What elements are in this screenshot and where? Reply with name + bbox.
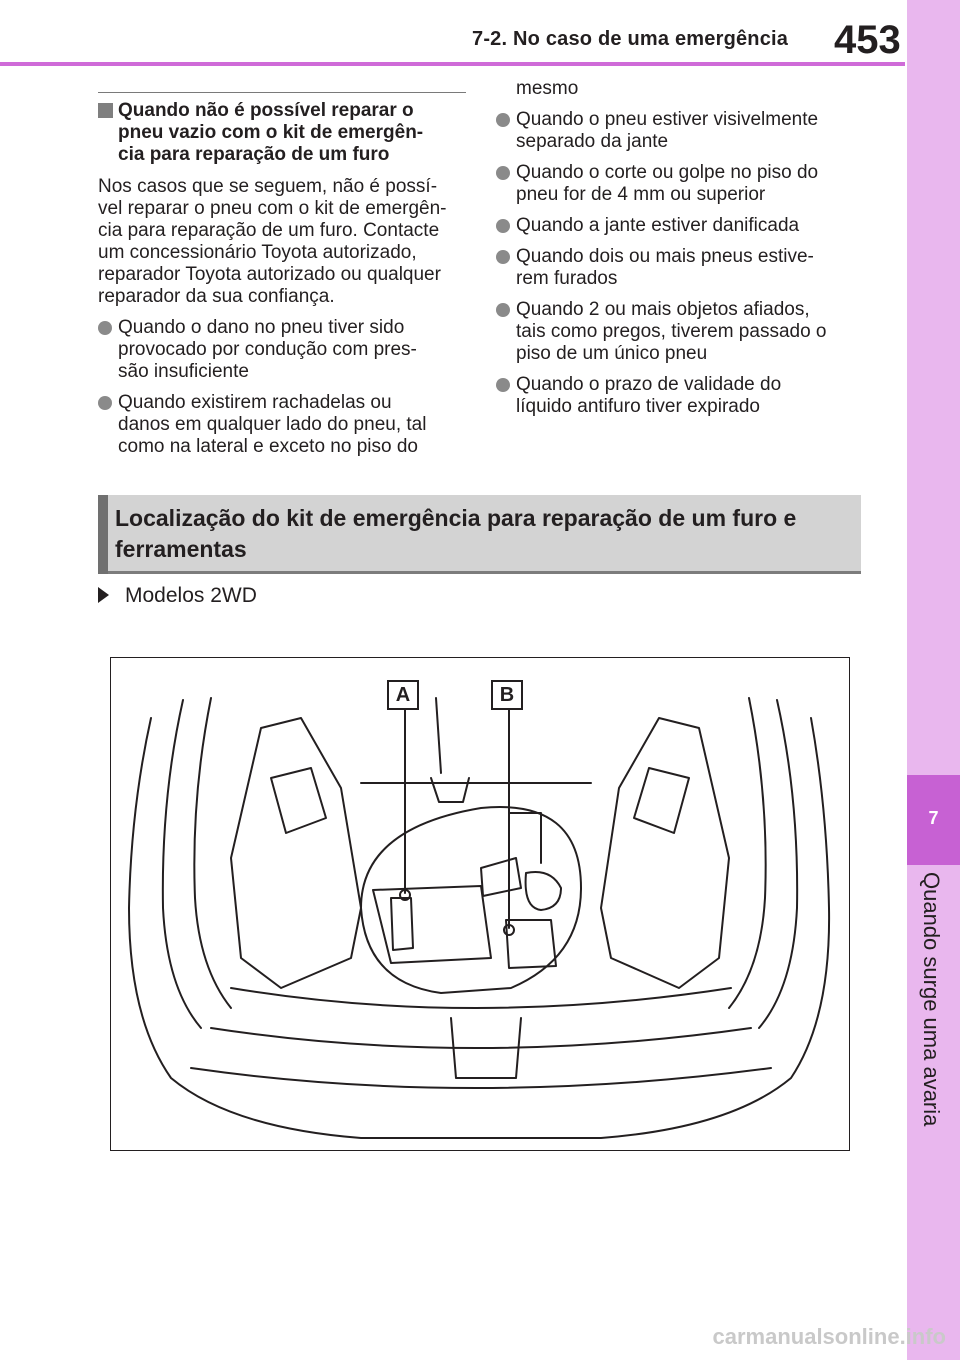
model-label	[98, 584, 257, 608]
bullet-dot-icon	[496, 378, 510, 392]
subheading-line: pneu vazio com o kit de emergên-	[118, 122, 424, 143]
list-item-line: provocado por condução com pres-	[118, 339, 417, 360]
callout-b: B	[491, 680, 523, 710]
list-item-line: rem furados	[516, 268, 618, 289]
trunk-illustration	[110, 657, 850, 1151]
subheading-line: Quando não é possível reparar o	[118, 100, 414, 121]
list-item-line: Quando o pneu estiver visivelmente	[516, 109, 819, 130]
section-accent	[98, 495, 108, 574]
bullet-dot-icon	[496, 219, 510, 233]
list-item	[496, 109, 866, 153]
subheading	[98, 100, 466, 166]
bullet-dot-icon	[496, 166, 510, 180]
right-column	[496, 78, 866, 418]
trunk-drawing	[111, 658, 849, 1150]
triangle-bullet-icon	[98, 587, 109, 603]
bullet-dot-icon	[496, 303, 510, 317]
list-item-line: Quando a jante estiver danificada	[516, 215, 800, 236]
callout-a: A	[387, 680, 419, 710]
bullet-dot-icon	[496, 250, 510, 264]
list-item-line: Quando existirem rachadelas ou	[118, 392, 392, 413]
continuation-text: mesmo	[516, 78, 579, 99]
list-item	[98, 317, 466, 383]
paragraph-line: reparador da sua confiança.	[98, 286, 335, 307]
section-title-line: Localização do kit de emergência para reparação de um furo e	[115, 505, 797, 531]
list-item-line: danos em qualquer lado do pneu, tal	[118, 414, 427, 435]
paragraph-line: reparador Toyota autorizado ou qualquer	[98, 264, 441, 285]
list-item-line: Quando dois ou mais pneus estive-	[516, 246, 814, 267]
running-header: 7-2. No caso de uma emergência	[472, 28, 789, 50]
list-item	[496, 246, 866, 290]
model-text: Modelos 2WD	[125, 584, 257, 607]
bullet-dot-icon	[98, 321, 112, 335]
section-heading-bar	[98, 495, 861, 574]
page-number: 453	[834, 18, 901, 62]
bullet-dot-icon	[496, 113, 510, 127]
header-rule	[0, 62, 905, 66]
list-item-line: tais como pregos, tiverem passado o	[516, 321, 827, 342]
list-item-line: Quando 2 ou mais objetos afiados,	[516, 299, 810, 320]
left-column	[98, 92, 466, 458]
chapter-title: Quando surge uma avaria	[919, 872, 944, 1127]
list-item	[496, 374, 866, 418]
paragraph-line: Nos casos que se seguem, não é possí-	[98, 176, 438, 197]
body-paragraph	[98, 176, 466, 308]
list-item	[98, 392, 466, 458]
paragraph-line: vel reparar o pneu com o kit de emergên-	[98, 198, 447, 219]
section-title-line: ferramentas	[115, 536, 247, 562]
list-item-line: são insuficiente	[118, 361, 249, 382]
list-item	[496, 299, 866, 365]
list-item-line: pneu for de 4 mm ou superior	[516, 184, 766, 205]
paragraph-line: cia para reparação de um furo. Contacte	[98, 220, 440, 241]
square-bullet-icon	[98, 103, 113, 118]
list-item-line: Quando o dano no pneu tiver sido	[118, 317, 405, 338]
chapter-side-tab	[907, 0, 960, 1360]
bullet-dot-icon	[98, 396, 112, 410]
list-item-line: Quando o corte ou golpe no piso do	[516, 162, 819, 183]
list-item	[496, 215, 866, 237]
list-item-line: líquido antifuro tiver expirado	[516, 396, 760, 417]
list-item-line: como na lateral e exceto no piso do	[118, 436, 418, 457]
paragraph-line: um concessionário Toyota autorizado,	[98, 242, 417, 263]
subheading-line: cia para reparação de um furo	[118, 144, 390, 165]
list-item-line: Quando o prazo de validade do	[516, 374, 782, 395]
list-item	[496, 162, 866, 206]
list-item-line: separado da jante	[516, 131, 669, 152]
watermark: carmanualsonline.info	[712, 1324, 946, 1349]
list-item-line: piso de um único pneu	[516, 343, 708, 364]
section-title	[115, 503, 855, 565]
chapter-number: 7	[928, 808, 939, 828]
